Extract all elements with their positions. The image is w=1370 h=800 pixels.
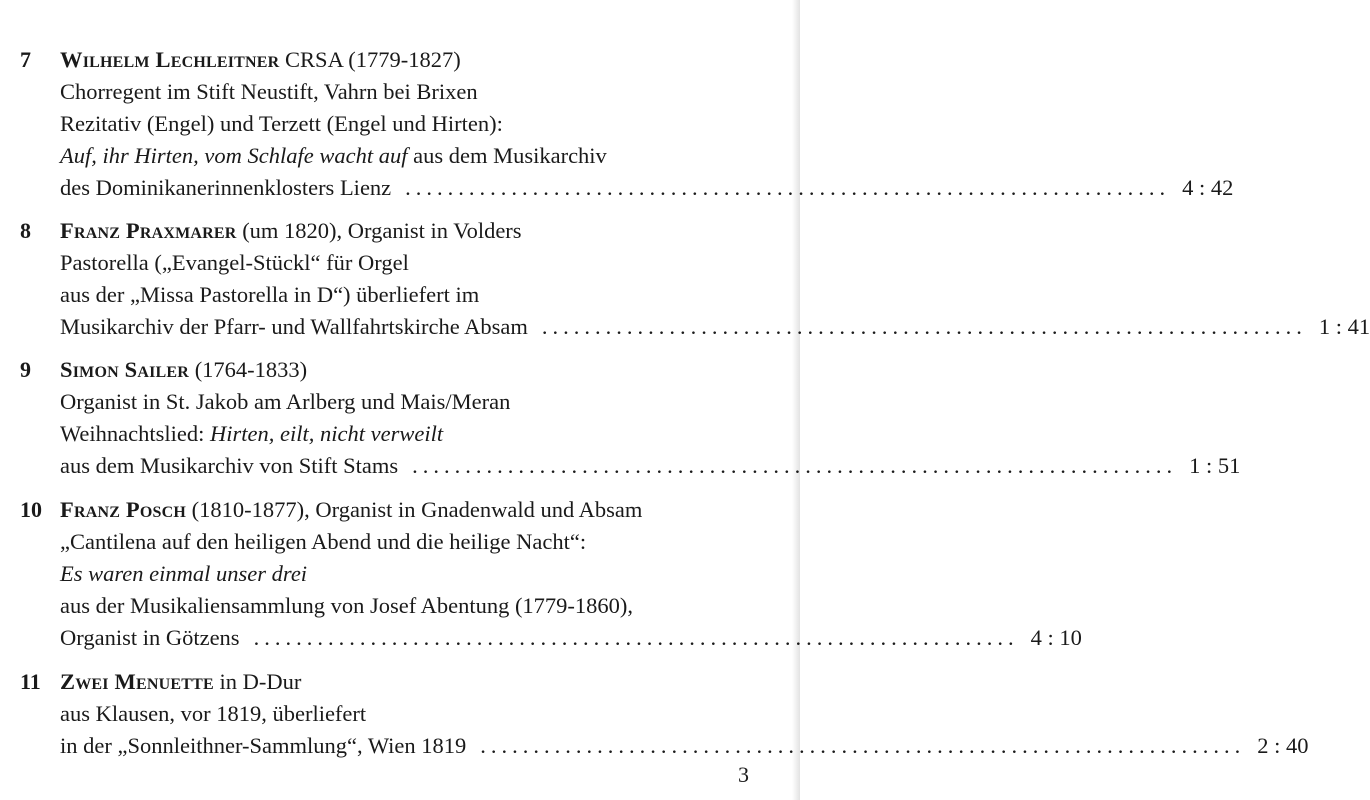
track-number: 11: [20, 669, 41, 694]
composer-info: (1764-1833): [189, 357, 308, 382]
track-description: [60, 666, 1309, 762]
dot-leader: ........................................................................: [480, 733, 1246, 758]
source-text: Musikarchiv der Pfarr- und Wallfahrtskirche Absam: [60, 314, 528, 339]
source-text: aus dem Musikarchiv von Stift Stams: [60, 453, 399, 478]
composer-name: Wilhelm Lechleitner: [60, 47, 280, 72]
genre-text: Weihnachtslied:: [60, 421, 211, 446]
track-duration: 4 : 42: [1182, 175, 1234, 200]
composer-name: Zwei Menuette: [60, 669, 214, 694]
duration-line: [60, 311, 1370, 343]
composer-info: (1810-1877), Organist in Gnadenwald und Absam: [186, 497, 643, 522]
track-duration: 1 : 41: [1318, 314, 1370, 339]
composer-line: [60, 494, 760, 526]
description-line: aus der „Missa Pastorella in D“) überliefert im: [60, 282, 480, 307]
duration-line: [60, 622, 1082, 654]
track-description: [60, 494, 1082, 654]
work-title: Es waren einmal unser drei: [60, 561, 308, 586]
track-number: 10: [20, 497, 42, 522]
work-title: Auf, ihr Hirten, vom Schlafe wacht auf: [60, 143, 408, 168]
duration-line: [60, 172, 1234, 204]
track-number: 7: [20, 47, 31, 72]
composer-name: Franz Praxmarer: [60, 218, 237, 243]
track-number: 8: [20, 218, 31, 243]
description-line: aus Klausen, vor 1819, überliefert: [60, 701, 367, 726]
source-text: aus dem Musikarchiv: [407, 143, 607, 168]
composer-name: Franz Posch: [60, 497, 186, 522]
description-line: [60, 558, 760, 590]
track-duration: 1 : 51: [1189, 453, 1241, 478]
dot-leader: ........................................................................: [253, 625, 1019, 650]
track-number: 9: [20, 357, 31, 382]
dot-leader: ........................................................................: [541, 314, 1307, 339]
description-line: Rezitativ (Engel) und Terzett (Engel und Hirten):: [60, 111, 503, 136]
dot-leader: ........................................................................: [412, 453, 1178, 478]
composer-line: [60, 666, 760, 698]
dot-leader: ........................................................................: [405, 175, 1171, 200]
composer-info: in D-Dur: [213, 669, 302, 694]
track-duration: 4 : 10: [1030, 625, 1082, 650]
duration-line: [60, 450, 1241, 482]
description-line: [60, 140, 760, 172]
description-line: Chorregent im Stift Neustift, Vahrn bei Brixen: [60, 79, 478, 104]
page-number: 3: [738, 762, 749, 787]
composer-line: [60, 215, 760, 247]
composer-name: Simon Sailer: [60, 357, 190, 382]
source-text: Organist in Götzens: [60, 625, 240, 650]
composer-info: CRSA (1779-1827): [279, 47, 461, 72]
description-line: Organist in St. Jakob am Arlberg und Mais/Meran: [60, 389, 511, 414]
work-title: Hirten, eilt, nicht verweilt: [210, 421, 444, 446]
composer-line: [60, 354, 760, 386]
description-line: aus der Musikaliensammlung von Josef Abentung (1779-1860),: [60, 593, 634, 618]
description-line: „Cantilena auf den heiligen Abend und die heilige Nacht“:: [60, 529, 587, 554]
composer-line: [60, 44, 760, 76]
track-description: [60, 44, 1234, 204]
description-line: [60, 418, 760, 450]
duration-line: [60, 730, 1309, 762]
source-text: des Dominikanerinnenklosters Lienz: [60, 175, 392, 200]
track-duration: 2 : 40: [1257, 733, 1309, 758]
track-description: [60, 354, 1241, 482]
composer-info: (um 1820), Organist in Volders: [236, 218, 522, 243]
page-edge-shadow: [792, 0, 800, 800]
description-line: Pastorella („Evangel-Stückl“ für Orgel: [60, 250, 409, 275]
track-description: [60, 215, 1370, 343]
source-text: in der „Sonnleithner-Sammlung“, Wien 1819: [60, 733, 467, 758]
